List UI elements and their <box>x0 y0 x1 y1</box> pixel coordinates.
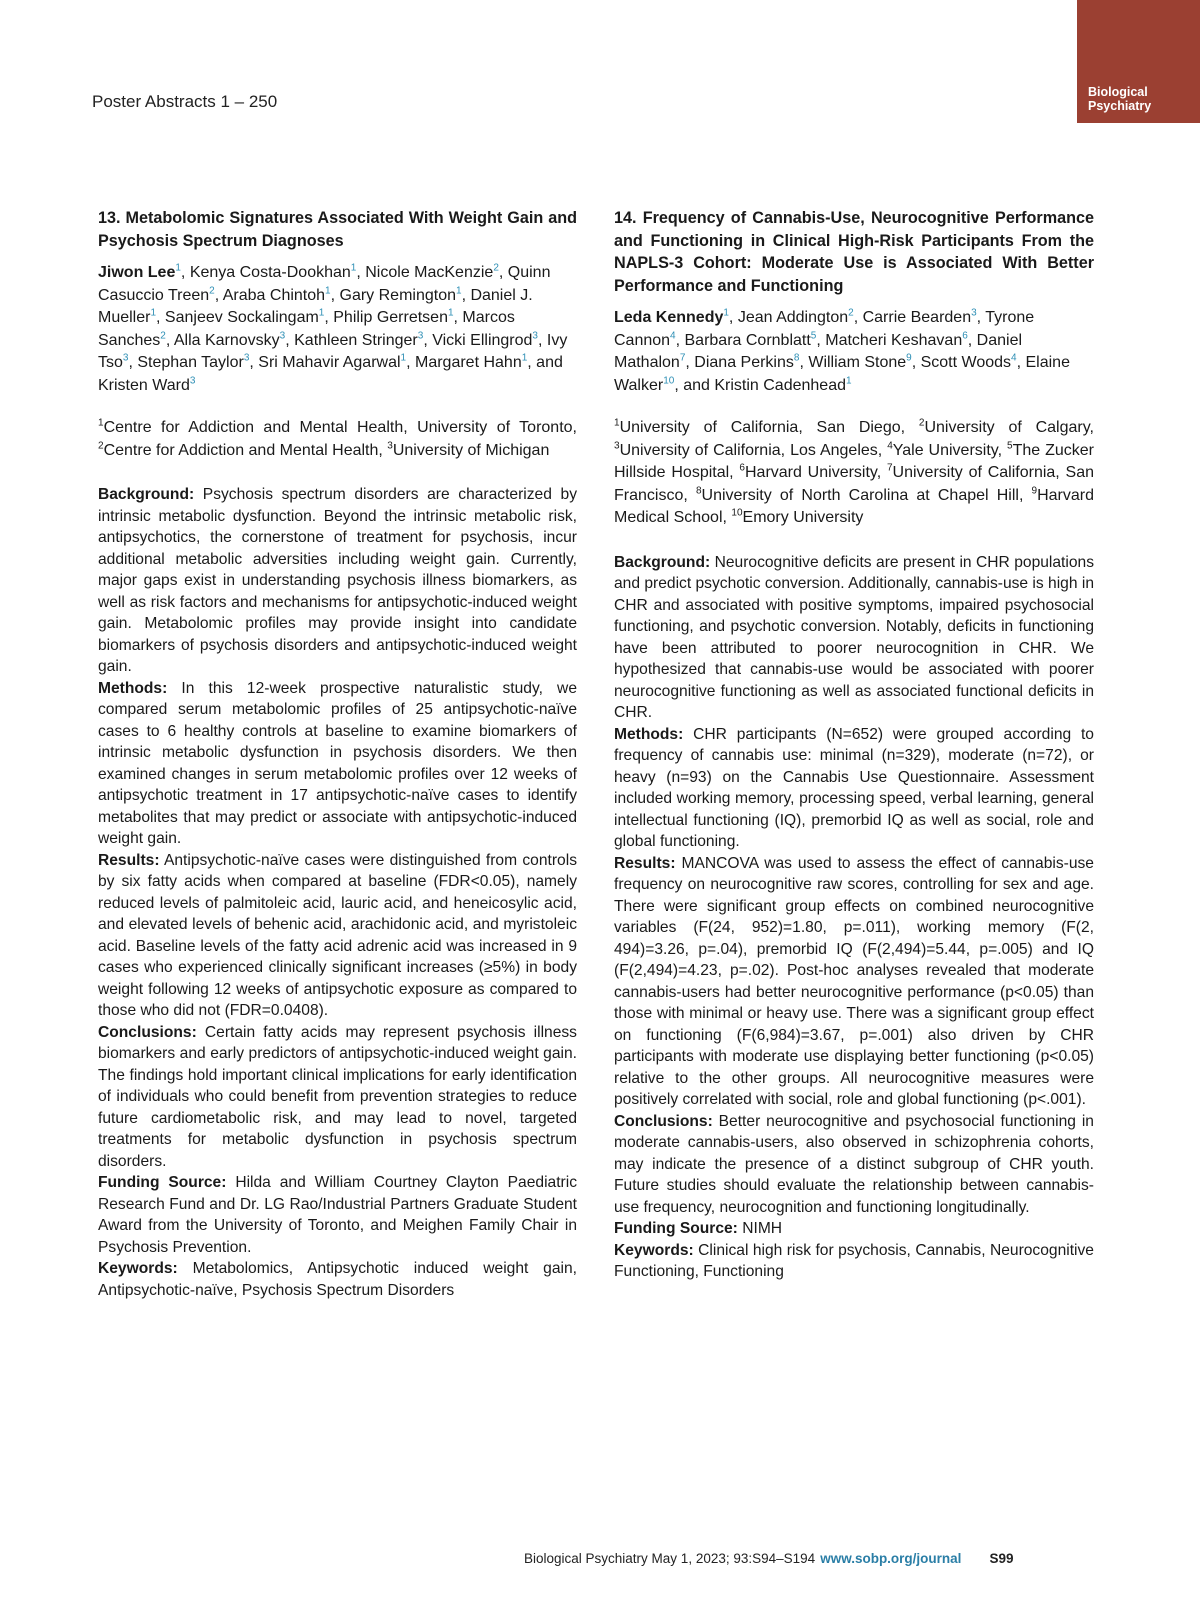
footer-citation: Biological Psychiatry May 1, 2023; 93:S94–S194 <box>524 1551 816 1566</box>
conclusions-section <box>98 1022 577 1173</box>
affiliation-text: University of California, San Diego, <box>619 419 919 436</box>
affiliation-number: 2 <box>98 440 104 452</box>
author-name: Stephan Taylor <box>137 354 244 371</box>
results-text: MANCOVA was used to assess the effect of cannabis-use frequency on neurocognitive raw scores, controlling for sex and age. There were significant group effects on combined neurocognitive variables (F(24, 952)=1.80, p=.011), working memory (F(2, 494)=3.26, p=.04), premorbid IQ (F(2,494)=5.44, p=.005) and IQ (F(2,494)=4.23, p=.02). Post-hoc analyses revealed that moderate cannabis-users had better neurocognitive performance (p<0.05) than those with minimal or heavy use. There was a significant group effect on functioning (F(6,984)=3.67, p=.001) also driven by CHR participants with moderate use displaying better functioning (p<0.05) relative to the other groups. All neurocognitive measures were positively correlated with social, role and global functioning (p<.001). <box>614 854 1094 1108</box>
funding-section <box>614 1218 1094 1240</box>
author-affiliation-number: 3 <box>532 330 538 342</box>
author-name: Araba Chintoh <box>222 286 326 304</box>
author-name: Kenya Costa-Dookhan <box>189 264 351 281</box>
author-affiliation-number: 8 <box>793 352 800 364</box>
author-affiliation-number: 1 <box>521 352 528 364</box>
affiliation-number: 1 <box>98 417 104 429</box>
methods-label: Methods: <box>614 725 684 743</box>
affiliation-number: 7 <box>886 462 893 474</box>
abstract-title: 14. Frequency of Cannabis-Use, Neurocognitive Performance and Functioning in Clinical High-Risk Participants From the NAPLS-3 Cohort: Moderate Use is Associated With Better Performance and Functioning <box>614 209 1094 295</box>
author-name: Carrie Bearden <box>862 309 972 326</box>
author-affiliation-number: 5 <box>810 330 817 342</box>
keywords-section <box>614 1240 1094 1283</box>
author-affiliation-number: 3 <box>122 352 129 364</box>
background-label: Background: <box>614 553 711 571</box>
affiliation-text: Yale University, <box>892 441 1008 459</box>
methods-label: Methods: <box>98 679 168 697</box>
author-affiliation-number: 2 <box>160 330 166 342</box>
author-name: Alla Karnovsky <box>173 331 280 349</box>
keywords-label: Keywords: <box>98 1260 178 1277</box>
author-affiliation-number: 1 <box>350 262 357 274</box>
author-affiliation-number: 1 <box>723 307 729 319</box>
results-label: Results: <box>98 851 160 869</box>
author-affiliation-number: 1 <box>175 262 181 274</box>
affiliation-text: Harvard University, <box>744 464 887 481</box>
background-section <box>98 484 577 678</box>
author-name: Margaret Hahn <box>415 354 522 371</box>
author-name: Daniel Mathalon <box>614 331 1023 371</box>
funding-section <box>98 1172 577 1258</box>
results-label: Results: <box>614 854 676 872</box>
author-affiliation-number: 3 <box>243 352 250 364</box>
conclusions-text: Certain fatty acids may represent psychosis illness biomarkers and early predictors of antipsychotic-induced weight gain. The findings hold important clinical implications for early identification of individuals who could benefit from prevention strategies to reduce future cardiometabolic risk, and may lead to novel, targeted treatments for metabolic dysfunction in psychosis spectrum disorders. <box>98 1023 577 1170</box>
author-affiliation-number: 1 <box>400 352 407 364</box>
author-name: Jiwon Lee <box>98 264 176 281</box>
author-name: Gary Remington <box>339 286 456 304</box>
keywords-text: Metabolomics, Antipsychotic induced weight gain, Antipsychotic-naïve, Psychosis Spectrum Disorders <box>98 1260 577 1299</box>
journal-tab-line1: Biological <box>1088 85 1148 99</box>
author-list: Leda Kennedy$^1$, Jean Addington$^2$, Carrie Bearden$^3$, Tyrone Cannon$^4$, Barbara Cornblatt$^5$, Matcheri Keshavan$^6$, Daniel Mathalon$^7$, Diana Perkins$^8$, William Stone$^9$, Scott Woods$^4$, Elaine Walker$^{10}$, and Kristin Cadenhead$^1$ <box>614 307 1070 394</box>
conclusions-text: Better neurocognitive and psychosocial functioning in moderate cannabis-users, also observed in schizophrenia cohorts, may indicate the presence of a distinct subgroup of CHR youth. Future studies should evaluate the relationship between cannabis-use frequency, neurocognition and functioning longitudinally. <box>614 1112 1094 1216</box>
methods-section <box>614 724 1094 853</box>
background-section <box>614 552 1094 724</box>
author-affiliation-number: 1 <box>325 285 331 297</box>
affiliation-text: Harvard Medical School, <box>614 486 1094 526</box>
keywords-label: Keywords: <box>614 1241 694 1259</box>
author-name: Elaine Walker <box>614 354 1070 394</box>
author-name: Nicole MacKenzie <box>365 264 494 281</box>
author-affiliation-number: 2 <box>848 307 854 319</box>
author-name: Jean Addington <box>737 309 849 326</box>
author-affiliation-number: 4 <box>670 330 676 342</box>
author-name: Leda Kennedy <box>614 309 724 326</box>
author-list: Jiwon Lee$^1$, Kenya Costa-Dookhan$^1$, Nicole MacKenzie$^2$, Quinn Casuccio Treen$^2$, Araba Chintoh$^1$, Gary Remington$^1$, Daniel J. Mueller$^1$, Sanjeev Sockalingam$^1$, Philip Gerretsen$^1$, Marcos Sanches$^2$, Alla Karnovsky$^3$, Kathleen Stringer$^3$, Vicki Ellingrod$^3$, Ivy Tso$^3$, Stephan Taylor$^3$, Sri Mahavir Agarwal$^1$, Margaret Hahn$^1$, and Kristen Ward$^3$ <box>98 262 568 394</box>
author-name: and Kristen Ward <box>98 354 563 394</box>
affiliation-text: Emory University <box>742 509 864 526</box>
author-name: Sanjeev Sockalingam <box>164 309 319 326</box>
author-name: and Kristin Cadenhead <box>683 376 846 394</box>
author-name: Quinn Casuccio Treen <box>98 264 551 304</box>
conclusions-label: Conclusions: <box>98 1023 197 1041</box>
affiliations <box>98 417 577 462</box>
conclusions-label: Conclusions: <box>614 1112 713 1130</box>
author-name: Daniel J. Mueller <box>98 286 533 326</box>
affiliation-number: 10 <box>731 507 743 519</box>
affiliation-text: The Zucker Hillside Hospital, <box>614 441 1095 481</box>
methods-section <box>98 678 577 850</box>
author-affiliation-number: 6 <box>962 330 968 342</box>
running-head: Poster Abstracts 1 – 250 <box>92 92 278 111</box>
affiliation-text: University of Calgary, <box>924 419 1094 436</box>
affiliation-number: 8 <box>695 485 702 497</box>
abstract-title: 13. Metabolomic Signatures Associated With Weight Gain and Psychosis Spectrum Diagnoses <box>98 209 577 250</box>
author-affiliation-number: 3 <box>189 375 196 387</box>
author-affiliation-number: 1 <box>456 285 462 297</box>
author-affiliation-number: 9 <box>906 352 912 364</box>
page-number: S99 <box>989 1551 1014 1566</box>
journal-tab <box>1077 0 1200 123</box>
author-name: William Stone <box>808 354 907 371</box>
author-name: Sri Mahavir Agarwal <box>258 354 401 371</box>
author-affiliation-number: 10 <box>663 375 675 387</box>
affiliation-number: 3 <box>387 440 393 452</box>
methods-text: CHR participants (N=652) were grouped according to frequency of cannabis use: minimal (n=329), moderate (n=72), or heavy (n=93) on the Cannabis Use Questionnaire. Assessment included working memory, processing speed, verbal learning, general intellectual functioning (IQ), premorbid IQ as well as social, role and global functioning. <box>614 725 1094 850</box>
author-affiliation-number: 2 <box>209 285 215 297</box>
author-affiliation-number: 1 <box>447 307 454 319</box>
funding-text: Hilda and William Courtney Clayton Paediatric Research Fund and Dr. LG Rao/Industrial Partners Graduate Student Award from the University of Toronto, and Meighen Family Chair in Psychosis Prevention. <box>98 1174 577 1256</box>
author-affiliation-number: 1 <box>845 375 852 387</box>
background-label: Background: <box>98 486 195 503</box>
affiliation-number: 5 <box>1007 440 1013 452</box>
affiliation-number: 4 <box>887 440 893 452</box>
author-name: Diana Perkins <box>694 354 794 371</box>
author-name: Ivy Tso <box>98 331 568 371</box>
abstract-13 <box>98 207 577 1301</box>
author-name: Barbara Cornblatt <box>684 331 811 349</box>
author-name: Tyrone Cannon <box>614 309 1035 349</box>
affiliation-number: 1 <box>614 417 620 429</box>
author-affiliation-number: 7 <box>679 352 686 364</box>
background-text: Neurocognitive deficits are present in CHR populations and predict psychotic conversion. Additionally, cannabis-use is high in CHR and associated with positive symptoms, impaired psychosocial functioning, and psychotic conversion. Notably, deficits in functioning have been attributed to poorer neurocognition in CHR. We hypothesized that cannabis-use would be associated with poorer neurocognitive functioning as well as associated functional deficits in CHR. <box>614 553 1094 721</box>
funding-text: NIMH <box>742 1220 783 1237</box>
author-affiliation-number: 1 <box>318 307 325 319</box>
author-name: Marcos Sanches <box>98 309 515 349</box>
author-name: Vicki Ellingrod <box>432 331 533 349</box>
journal-tab-line2: Psychiatry <box>1088 99 1152 113</box>
methods-text: In this 12-week prospective naturalistic study, we compared serum metabolomic profiles of 25 antipsychotic-naïve cases to 6 healthy controls at baseline to examine biomarkers of intrinsic metabolic dysfunction in psychosis disorders. We then examined changes in serum metabolomic profiles over 12 weeks of antipsychotic treatment in 17 antipsychotic-naïve cases to identify metabolites that may predict or associate with antipsychotic-induced weight gain. <box>98 679 577 847</box>
author-affiliation-number: 3 <box>417 330 424 342</box>
results-section <box>614 853 1094 1111</box>
affiliation-text: Centre for Addiction and Mental Health, University of Toronto, <box>103 419 577 436</box>
author-affiliation-number: 3 <box>279 330 286 342</box>
affiliations <box>614 417 1094 530</box>
author-affiliation-number: 1 <box>150 307 157 319</box>
affiliation-text: University of California, Los Angeles, <box>619 441 888 459</box>
affiliation-number: 3 <box>614 440 620 452</box>
author-name: Scott Woods <box>920 354 1012 371</box>
affiliation-text: University of North Carolina at Chapel Hill, <box>701 486 1032 504</box>
results-section <box>98 850 577 1022</box>
author-affiliation-number: 3 <box>971 307 977 319</box>
affiliation-number: 9 <box>1031 485 1038 497</box>
affiliation-number: 6 <box>739 462 745 474</box>
affiliation-number: 2 <box>918 417 925 429</box>
background-text: Psychosis spectrum disorders are characterized by intrinsic metabolic dysfunction. Beyond the intrinsic metabolic risk, antipsychotics, the cornerstone of treatment for psychosis, incur additional metabolic adversities including weight gain. Currently, major gaps exist in understanding psychosis illness biomarkers, as well as risk factors and mechanisms for antipsychotic-induced weight gain. Metabolomic profiles may provide insight into candidate biomarkers of psychosis disorders and antipsychotic-induced weight gain. <box>98 486 577 675</box>
abstract-14 <box>614 207 1094 1283</box>
affiliation-text: University of California, San Francisco, <box>614 464 1095 504</box>
affiliation-text: University of Michigan <box>392 441 550 459</box>
keywords-section <box>98 1258 577 1301</box>
funding-label: Funding Source: <box>98 1174 227 1191</box>
author-name: Matcheri Keshavan <box>825 331 963 349</box>
author-name: Philip Gerretsen <box>333 309 448 326</box>
affiliation-text: Centre for Addiction and Mental Health, <box>103 441 388 459</box>
conclusions-section <box>614 1111 1094 1219</box>
keywords-text: Clinical high risk for psychosis, Cannabis, Neurocognitive Functioning, Functioning <box>614 1241 1094 1280</box>
page-footer <box>524 1551 1013 1566</box>
author-affiliation-number: 4 <box>1011 352 1017 364</box>
results-text: Antipsychotic-naïve cases were distinguished from controls by six fatty acids when compared at baseline (FDR<0.05), namely reduced levels of palmitoleic acid, lauric acid, and heneicosylic acid, and elevated levels of behenic acid, arachidonic acid, and myristoleic acid. Baseline levels of the fatty acid adrenic acid was increased in 9 cases who experienced clinically significant increases (≥5%) in body weight following 12 weeks of antipsychotic exposure as compared to those who did not (FDR=0.0408). <box>98 851 577 1019</box>
author-affiliation-number: 2 <box>493 262 499 274</box>
journal-url-link[interactable]: www.sobp.org/journal <box>820 1551 962 1566</box>
funding-label: Funding Source: <box>614 1220 738 1237</box>
author-name: Kathleen Stringer <box>294 331 418 349</box>
